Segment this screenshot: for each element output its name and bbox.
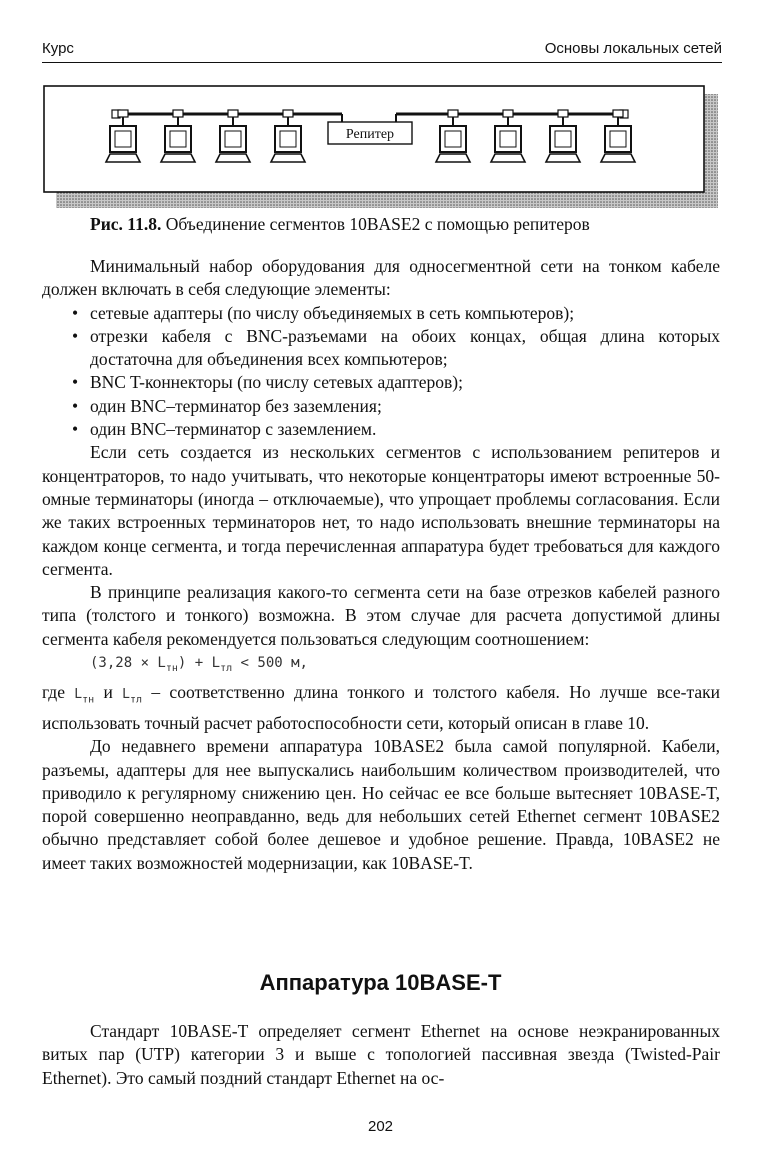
list-item: • один BNC–терминатор без заземления; [42, 395, 720, 418]
section-body [42, 1020, 720, 1090]
list-item: • отрезки кабеля с BNC-разъемами на обоих концах, общая длина которых достаточна для объединения всех компьютеров; [42, 325, 720, 372]
formula-part: ) + L [177, 655, 221, 672]
paragraph-popularity: До недавнего времени аппаратура 10BASE2 была самой популярной. Кабели, разъемы, адаптеры для нее выпускались наибольшим количеством производителей, что приводило к регулярному снижению цен. Но сейчас ее все больше вытесняет 10BASE-T, порой совершенно неоправданно, ведь для небольших сетей Ethernet сегмент 10BASE2 обычно представляет собой более дешевое и удобное решение. Правда, 10BASE2 не имеет таких возможностей модернизации, как 10BASE-T. [42, 736, 720, 873]
section-heading: Аппаратура 10BASE-T [259, 970, 502, 995]
page-number: 202 [367, 1118, 394, 1135]
formula-subscript: тл [130, 694, 143, 706]
paragraph-intro: Минимальный набор оборудования для односегментной сети на тонком кабеле должен включать в себя следующие элементы: [42, 256, 720, 300]
list-item: • BNC T-коннекторы (по числу сетевых адаптеров); [42, 371, 720, 394]
equipment-list [42, 302, 720, 442]
paragraph-mixed-cable: В принципе реализация какого-то сегмента сети на базе отрезков кабелей разного типа (толстого и тонкого) возможна. В этом случае для расчета допустимой длины сегмента кабеля рекомендуется пользоваться следующим соотношением: [42, 582, 720, 649]
text-span: – соответственно длина тонкого и толстого кабеля. Но лучше все-таки использовать точный расчет работоспособности сети, который описан в главе 10. [42, 682, 720, 733]
length-formula [42, 652, 720, 680]
text-span: и [94, 682, 123, 703]
paragraph-10base-t: Стандарт 10BASE-T определяет сегмент Ethernet на основе неэкранированных витых пар (UTP) категории 3 и выше с топологией пассивная звезда (Twisted-Pair Ethernet). Это самый поздний стандарт Ethernet на ос- [42, 1021, 720, 1088]
figure-network-diagram [42, 84, 718, 208]
paragraph-formula-explanation [42, 681, 720, 735]
formula-subscript: тн [165, 662, 178, 674]
list-item: • один BNC–терминатор с заземлением. [42, 418, 720, 441]
formula-symbol: L [74, 687, 83, 703]
formula-part: < 500 м, [232, 655, 308, 672]
figure-caption-text: Объединение сегментов 10BASE2 с помощью репитеров [161, 214, 590, 234]
running-header [42, 38, 722, 63]
formula-part: (3,28 × L [90, 655, 166, 672]
figure-caption-number: Рис. 11.8. [90, 214, 162, 234]
body-text [42, 255, 720, 875]
list-item: • сетевые адаптеры (по числу объединяемых в сеть компьютеров); [42, 302, 720, 325]
paragraph-terminators: Если сеть создается из нескольких сегментов с использованием репитеров и концентраторов, то надо учитывать, что некоторые концентраторы имеют встроенные 50-омные терминаторы (иногда – отключаемые), что упрощает проблемы согласования. Если же таких встроенных терминаторов нет, то надо использовать внешние терминаторы на каждом конце сегмента, и тогда перечисленная аппаратура будет требоваться для каждого сегмента. [42, 442, 720, 579]
formula-symbol: L [122, 687, 130, 703]
text-span: где [42, 682, 75, 703]
header-title: Основы локальных сетей [544, 40, 722, 57]
header-course: Курс [42, 40, 74, 57]
figure-caption [90, 214, 590, 235]
repeater-label: Репитер [345, 127, 395, 142]
formula-subscript: тл [220, 662, 233, 674]
formula-subscript: тн [82, 694, 95, 706]
network-diagram [42, 84, 718, 208]
